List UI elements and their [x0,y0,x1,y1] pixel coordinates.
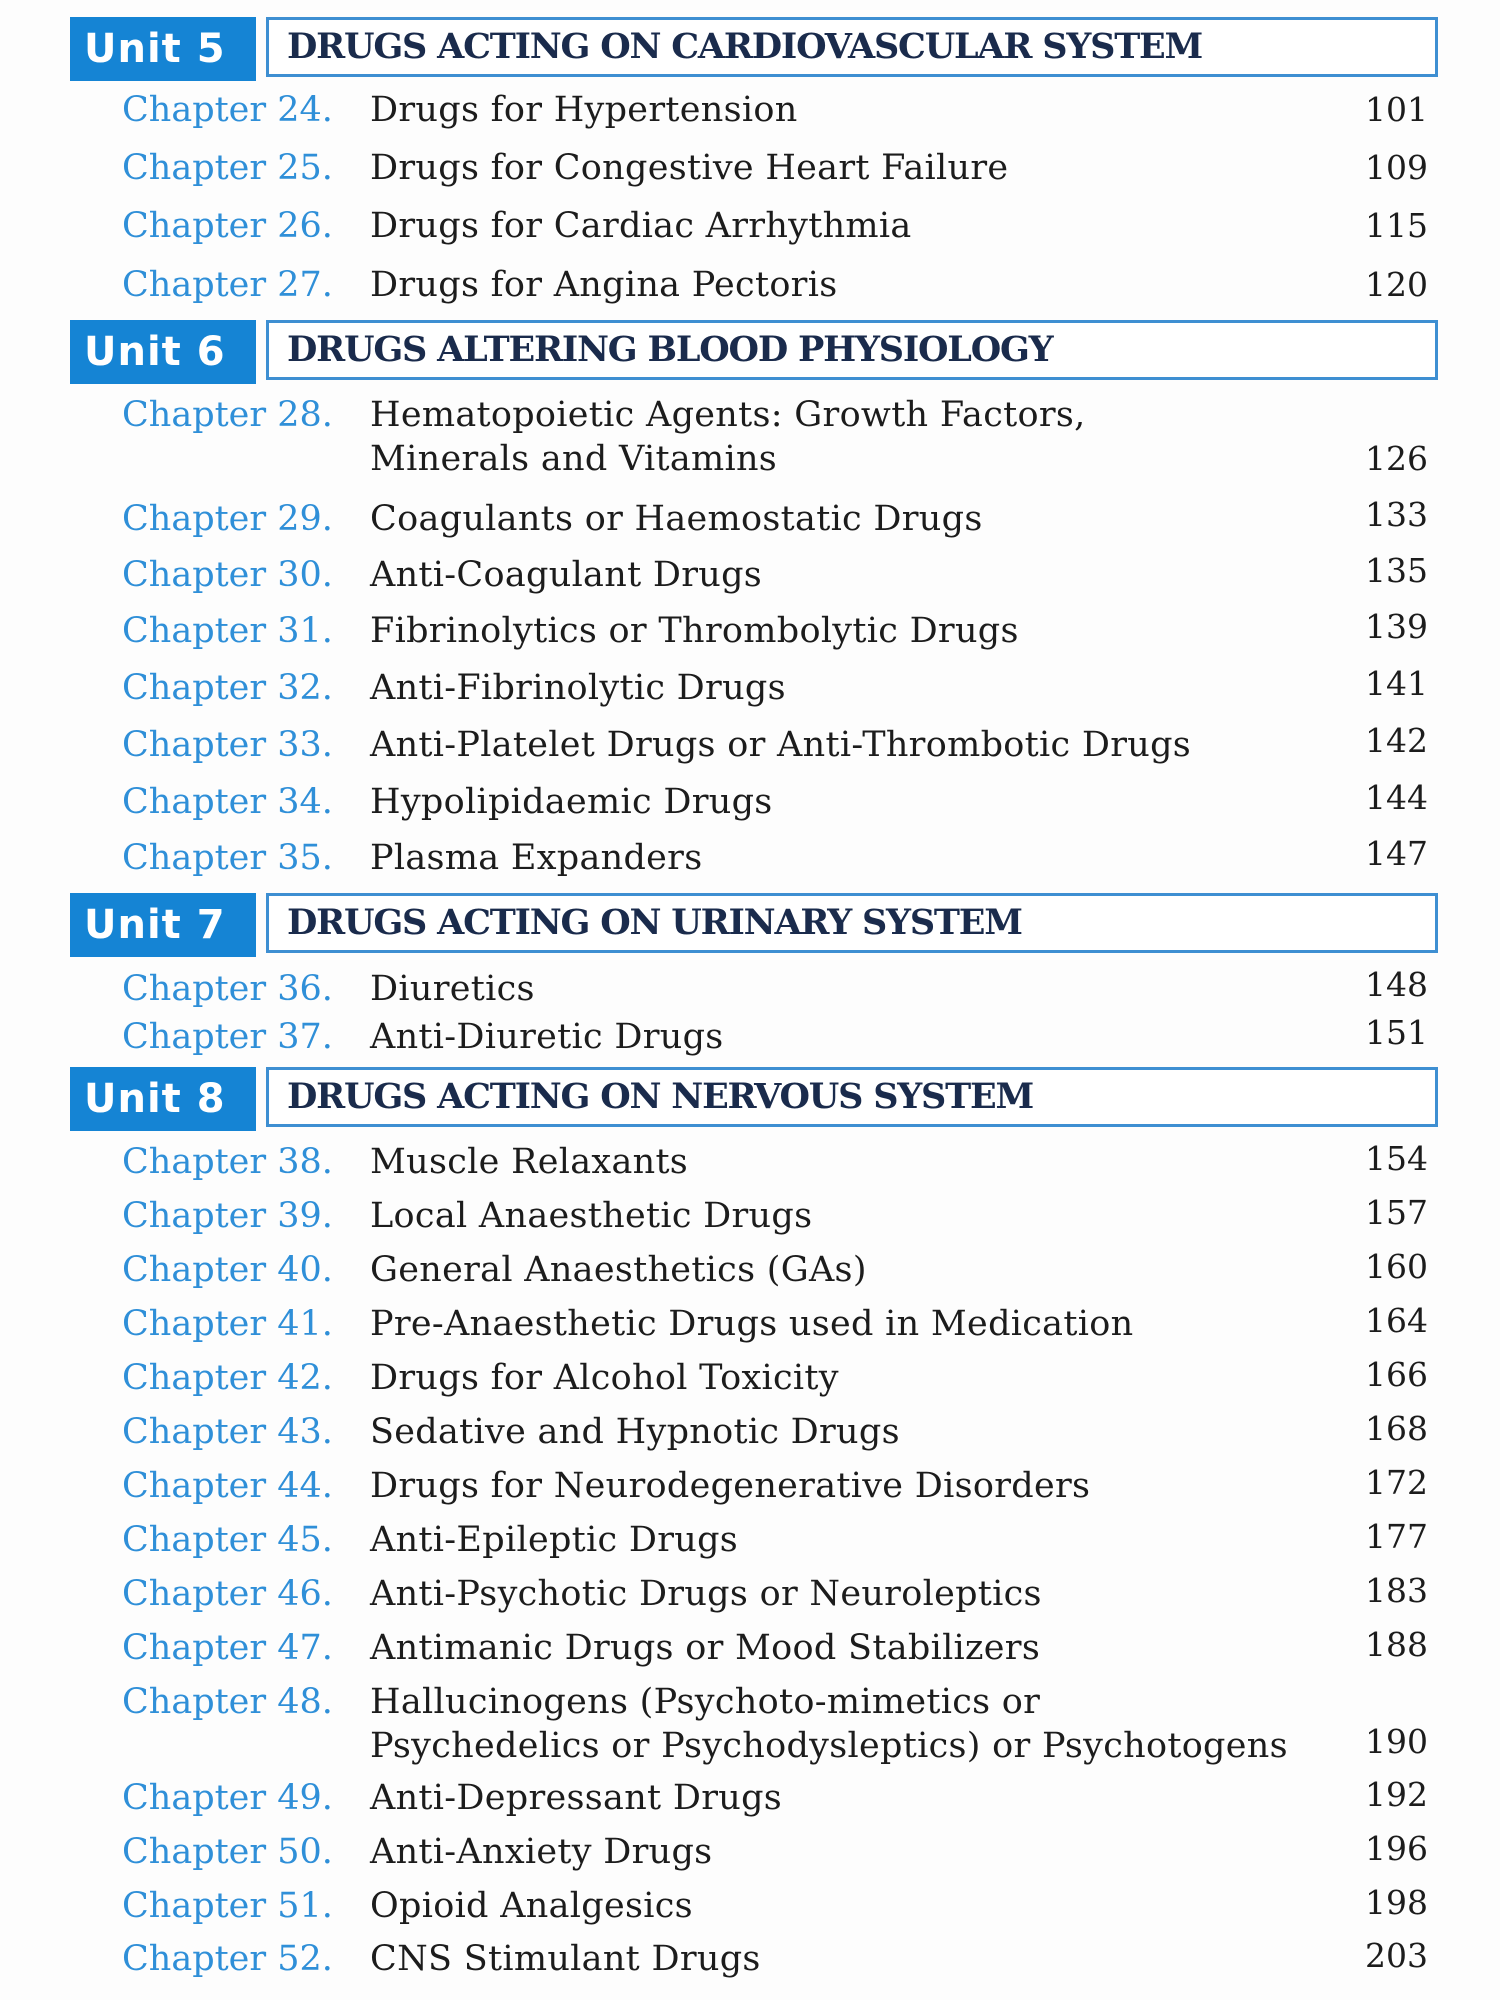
unit-title: DRUGS ACTING ON NERVOUS SYSTEM [287,1076,1033,1117]
chapter-title [370,393,1086,481]
chapter-label: Chapter 45. [122,1520,333,1560]
chapter-label: Chapter 24. [122,90,333,130]
chapter-title: General Anaesthetics (GAs) [370,1250,867,1290]
chapter-title-line: Psychedelics or Psychodysleptics) or Psychotogens [370,1726,1288,1766]
chapter-label: Chapter 25. [122,148,333,188]
chapter-title: Anti-Anxiety Drugs [370,1832,713,1872]
chapter-title: Plasma Expanders [370,838,703,878]
page-number: 177 [1365,1517,1428,1556]
page-number: 126 [1365,439,1428,478]
unit-badge: Unit 7 [70,893,256,957]
unit-badge: Unit 6 [70,320,256,384]
chapter-label: Chapter 29. [122,499,333,539]
page-number: 160 [1365,1247,1428,1286]
chapter-title: Coagulants or Haemostatic Drugs [370,499,983,539]
page-number: 148 [1365,965,1428,1004]
chapter-label: Chapter 34. [122,782,333,822]
chapter-label: Chapter 30. [122,555,333,595]
chapter-title [370,1680,1288,1768]
chapter-title: Opioid Analgesics [370,1886,693,1926]
page-number: 190 [1365,1722,1428,1761]
chapter-label: Chapter 33. [122,725,333,765]
unit-header [70,893,1438,957]
page-number: 147 [1365,834,1428,873]
chapter-title: Anti-Coagulant Drugs [370,555,763,595]
chapter-title: Sedative and Hypnotic Drugs [370,1412,900,1452]
unit-header [70,17,1438,81]
chapter-label: Chapter 35. [122,838,333,878]
chapter-label: Chapter 49. [122,1778,333,1818]
chapter-label: Chapter 36. [122,969,333,1009]
chapter-label: Chapter 41. [122,1304,333,1344]
chapter-title: Drugs for Neurodegenerative Disorders [370,1466,1091,1506]
page-number: 168 [1365,1409,1428,1448]
chapter-label: Chapter 37. [122,1017,333,1057]
chapter-title: Anti-Platelet Drugs or Anti-Thrombotic Drugs [370,725,1192,765]
page-number: 154 [1365,1139,1428,1178]
page-number: 192 [1365,1775,1428,1814]
chapter-label: Chapter 46. [122,1574,333,1614]
chapter-label: Chapter 51. [122,1886,333,1926]
chapter-title: Hypolipidaemic Drugs [370,782,773,822]
chapter-title: Drugs for Congestive Heart Failure [370,148,1009,188]
chapter-label: Chapter 43. [122,1412,333,1452]
chapter-label: Chapter 47. [122,1628,333,1668]
chapter-title: Anti-Diuretic Drugs [370,1017,724,1057]
chapter-label: Chapter 27. [122,265,333,305]
chapter-label: Chapter 50. [122,1832,333,1872]
chapter-title: Muscle Relaxants [370,1142,689,1182]
page-number: 198 [1365,1883,1428,1922]
page-number: 183 [1365,1571,1428,1610]
unit-title: DRUGS ACTING ON URINARY SYSTEM [287,902,1022,943]
page-number: 120 [1365,265,1428,304]
unit-header [70,320,1438,384]
chapter-title: Anti-Fibrinolytic Drugs [370,668,786,708]
page-number: 203 [1365,1936,1428,1975]
chapter-label: Chapter 28. [122,395,333,435]
page-number: 101 [1365,90,1428,129]
page-number: 142 [1365,721,1428,760]
page-number: 164 [1365,1301,1428,1340]
chapter-label: Chapter 38. [122,1142,333,1182]
page-number: 135 [1365,551,1428,590]
chapter-label: Chapter 26. [122,206,333,246]
unit-badge: Unit 8 [70,1067,256,1131]
page-number: 141 [1365,664,1428,703]
unit-title-box [266,1067,1438,1127]
chapter-title: Local Anaesthetic Drugs [370,1196,813,1236]
chapter-title: Drugs for Angina Pectoris [370,265,838,305]
chapter-title: Drugs for Hypertension [370,90,798,130]
page-number: 166 [1365,1355,1428,1394]
chapter-title: Anti-Depressant Drugs [370,1778,783,1818]
unit-header [70,1067,1438,1131]
chapter-title: Drugs for Cardiac Arrhythmia [370,206,912,246]
page-number: 109 [1365,148,1428,187]
page-number: 157 [1365,1193,1428,1232]
chapter-title: Anti-Psychotic Drugs or Neuroleptics [370,1574,1042,1614]
chapter-title: Antimanic Drugs or Mood Stabilizers [370,1628,1041,1668]
chapter-title-line: Minerals and Vitamins [370,439,778,479]
page-number: 115 [1365,206,1428,245]
chapter-title: CNS Stimulant Drugs [370,1939,761,1979]
chapter-label: Chapter 39. [122,1196,333,1236]
unit-badge: Unit 5 [70,17,256,81]
page-number: 139 [1365,607,1428,646]
chapter-title: Diuretics [370,969,535,1009]
page-number: 151 [1365,1013,1428,1052]
chapter-label: Chapter 52. [122,1939,333,1979]
page-number: 196 [1365,1829,1428,1868]
chapter-label: Chapter 48. [122,1682,333,1722]
chapter-title-line: Hallucinogens (Psychoto-mimetics or [370,1682,1041,1722]
chapter-label: Chapter 32. [122,668,333,708]
chapter-label: Chapter 42. [122,1358,333,1398]
page-number: 133 [1365,495,1428,534]
chapter-title: Drugs for Alcohol Toxicity [370,1358,839,1398]
chapter-title: Fibrinolytics or Thrombolytic Drugs [370,611,1019,651]
chapter-label: Chapter 44. [122,1466,333,1506]
page-number: 144 [1365,778,1428,817]
chapter-label: Chapter 40. [122,1250,333,1290]
unit-title: DRUGS ALTERING BLOOD PHYSIOLOGY [287,329,1053,370]
unit-title: DRUGS ACTING ON CARDIOVASCULAR SYSTEM [287,26,1203,67]
unit-title-box [266,17,1438,77]
chapter-title: Pre-Anaesthetic Drugs used in Medication [370,1304,1134,1344]
unit-title-box [266,320,1438,380]
page-number: 188 [1365,1625,1428,1664]
chapter-title-line: Hematopoietic Agents: Growth Factors, [370,395,1086,435]
unit-title-box [266,893,1438,953]
chapter-title: Anti-Epileptic Drugs [370,1520,739,1560]
chapter-label: Chapter 31. [122,611,333,651]
page-number: 172 [1365,1463,1428,1502]
